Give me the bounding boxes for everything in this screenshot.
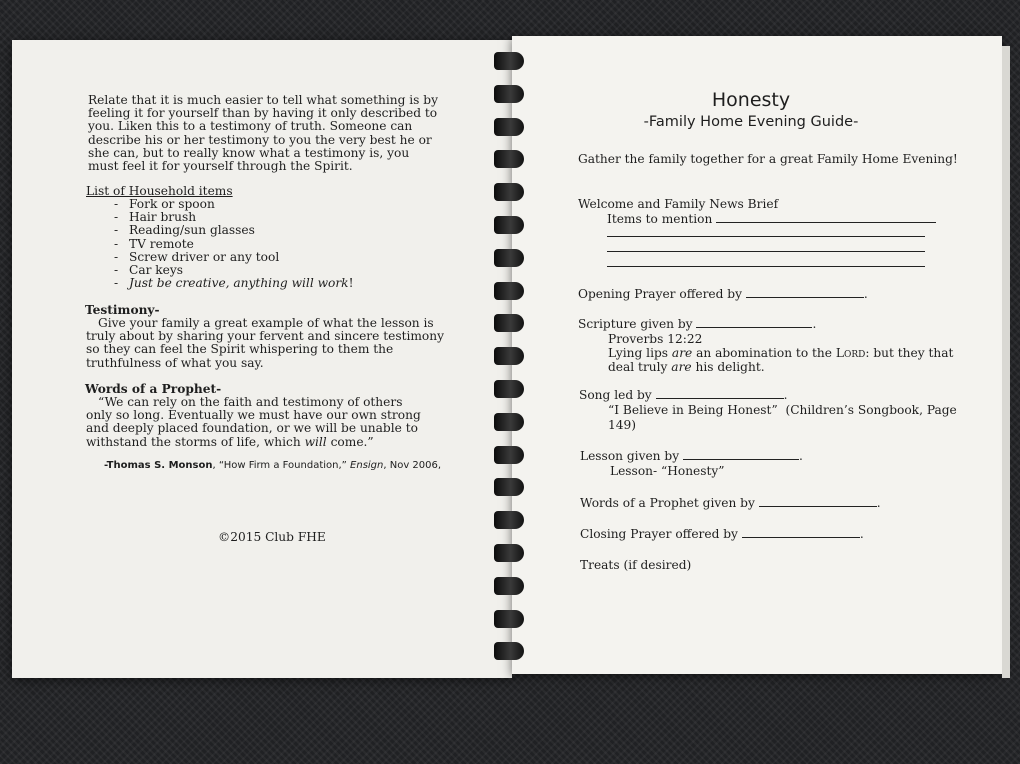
binding-coil bbox=[494, 380, 524, 398]
period: . bbox=[783, 388, 788, 402]
right-page bbox=[512, 36, 1002, 674]
left-page bbox=[12, 40, 512, 678]
binding-coil bbox=[494, 85, 524, 103]
citation-source: Ensign bbox=[350, 460, 384, 471]
citation-author: -Thomas S. Monson bbox=[104, 460, 213, 471]
list-item: - Hair brush bbox=[114, 211, 353, 224]
list-item: - Screw driver or any tool bbox=[114, 251, 353, 264]
song-row bbox=[579, 389, 787, 402]
binding-coil bbox=[494, 413, 524, 431]
prophet-label: Words of a Prophet given by bbox=[580, 496, 755, 510]
binding-coil bbox=[494, 642, 524, 660]
binding-coil bbox=[494, 511, 524, 529]
lesson-row bbox=[580, 450, 803, 463]
scripture-text-line1 bbox=[608, 347, 953, 360]
testimony-paragraph: Give your family a great example of what the lesson is truly about by sharing your fervent and sincere testimony so they can feel the Spirit whispering to them the truthfulness of what you say. bbox=[86, 316, 445, 370]
scripture-row bbox=[578, 318, 816, 331]
song-title-line bbox=[608, 404, 957, 417]
scripture-reference: Proverbs 12:22 bbox=[608, 332, 703, 346]
closing-prayer-field[interactable] bbox=[742, 537, 860, 538]
scripture-emphasis: are bbox=[671, 360, 692, 374]
household-items-list bbox=[114, 198, 353, 290]
period: . bbox=[859, 527, 864, 541]
opening-prayer-field[interactable] bbox=[746, 297, 864, 298]
period: . bbox=[876, 496, 881, 510]
binding-coil bbox=[494, 183, 524, 201]
citation-date: , Nov 2006, bbox=[383, 460, 442, 471]
scripture-label: Scripture given by bbox=[578, 317, 693, 331]
quote-text: “We can rely on the faith and testimony of others only so long. Eventually we must have our own strong and deeply placed foundation, or we will be unable to withstand the storms of life, which bbox=[86, 395, 421, 449]
page-title: Honesty bbox=[711, 89, 791, 111]
scripture-text: an abomination to the bbox=[692, 346, 836, 360]
list-item: - Fork or spoon bbox=[114, 198, 353, 211]
page-subtitle: -Family Home Evening Guide- bbox=[643, 114, 859, 130]
scripture-emphasis: are bbox=[671, 346, 693, 360]
scripture-text: : but they that bbox=[865, 346, 954, 360]
list-item: - TV remote bbox=[114, 238, 353, 251]
prophet-row bbox=[580, 497, 881, 510]
binding-coil bbox=[494, 118, 524, 136]
closing-prayer-row bbox=[580, 528, 864, 541]
binding-coil bbox=[494, 610, 524, 628]
citation-title: , “How Firm a Foundation,” bbox=[212, 460, 351, 471]
binding-coil bbox=[494, 282, 524, 300]
binding-coil bbox=[494, 249, 524, 267]
scripture-text: his delight. bbox=[691, 360, 765, 374]
items-to-mention-field[interactable] bbox=[716, 222, 936, 223]
list-item: - Car keys bbox=[114, 264, 353, 277]
welcome-heading: Welcome and Family News Brief bbox=[578, 197, 779, 211]
binding-coil bbox=[494, 478, 524, 496]
mention-line[interactable] bbox=[607, 251, 925, 252]
page-stack-edge bbox=[1002, 46, 1010, 678]
mention-line[interactable] bbox=[607, 236, 925, 237]
binding-coil bbox=[494, 446, 524, 464]
prophet-field[interactable] bbox=[759, 506, 877, 507]
items-to-mention-row bbox=[607, 213, 936, 226]
items-to-mention-label: Items to mention bbox=[607, 212, 713, 226]
scripture-text-line2 bbox=[608, 361, 765, 374]
creative-note: Just be creative, anything will work bbox=[129, 276, 349, 291]
gather-line: Gather the family together for a great Family Home Evening! bbox=[578, 152, 958, 166]
list-item bbox=[114, 277, 353, 290]
prophet-heading: Words of a Prophet- bbox=[85, 382, 222, 396]
scripture-lord: Lord bbox=[835, 346, 866, 360]
scripture-text: Lying lips bbox=[608, 346, 672, 360]
creative-note-end: ! bbox=[348, 276, 354, 291]
opening-prayer-label: Opening Prayer offered by bbox=[578, 287, 742, 301]
binding-coil bbox=[494, 577, 524, 595]
binding-coil bbox=[494, 314, 524, 332]
quote-emphasis: will bbox=[304, 434, 327, 449]
song-label: Song led by bbox=[579, 388, 652, 402]
quote-end: come.” bbox=[326, 434, 374, 449]
lesson-name: Lesson- “Honesty” bbox=[610, 464, 725, 478]
binding-coil bbox=[494, 150, 524, 168]
prophet-quote bbox=[86, 396, 422, 449]
song-title: “I Believe in Being Honest” bbox=[608, 403, 778, 417]
scripture-field[interactable] bbox=[696, 327, 812, 328]
song-reference: (Children’s Songbook, Page bbox=[785, 403, 957, 417]
binding-coil bbox=[494, 544, 524, 562]
song-field[interactable] bbox=[656, 398, 784, 399]
mention-line[interactable] bbox=[607, 266, 925, 267]
closing-prayer-label: Closing Prayer offered by bbox=[580, 527, 738, 541]
lesson-field[interactable] bbox=[683, 459, 799, 460]
spiral-binding bbox=[494, 48, 530, 668]
binding-coil bbox=[494, 52, 524, 70]
intro-paragraph: Relate that it is much easier to tell what something is by feeling it for yourself than by having it only described to you. Liken this to a testimony of truth. Someone can describe his or her testimony to you the very best he or she can, but to really know what a testimony is, you must feel it for yourself through the Spirit. bbox=[88, 93, 438, 174]
period: . bbox=[798, 449, 803, 463]
testimony-heading: Testimony- bbox=[85, 303, 160, 317]
quote-citation bbox=[104, 459, 441, 472]
period: . bbox=[812, 317, 817, 331]
scripture-text: deal truly bbox=[608, 360, 672, 374]
list-heading: List of Household items bbox=[86, 184, 233, 198]
binding-coil bbox=[494, 347, 524, 365]
binding-coil bbox=[494, 216, 524, 234]
opening-prayer-row bbox=[578, 288, 868, 301]
treats-line: Treats (if desired) bbox=[580, 558, 692, 572]
copyright: ©2015 Club FHE bbox=[218, 530, 326, 544]
song-page: 149) bbox=[608, 418, 637, 432]
lesson-label: Lesson given by bbox=[580, 449, 680, 463]
list-item: - Reading/sun glasses bbox=[114, 224, 353, 237]
period: . bbox=[863, 287, 868, 301]
